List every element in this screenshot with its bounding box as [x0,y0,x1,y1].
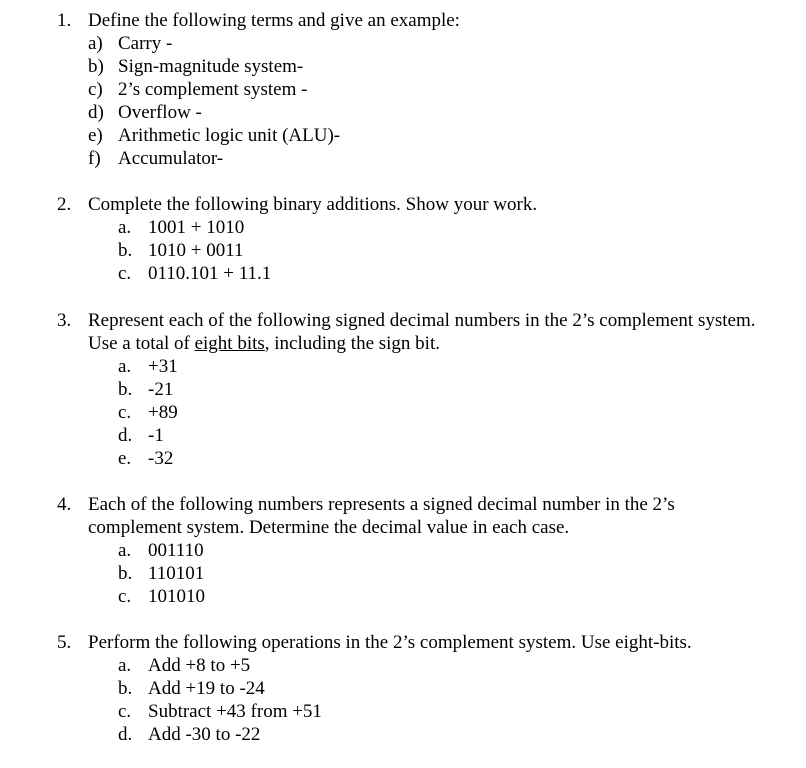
item-label: c. [118,701,132,722]
question-number: 5. [57,632,72,653]
item-label: c. [118,586,132,607]
item-label: c) [88,79,103,100]
question-text: Define the following terms and give an example: [88,10,460,31]
item-label: e) [88,125,103,146]
question-number: 1. [57,10,72,31]
item-text: +31 [148,356,178,377]
question-text-line-2 [88,332,440,355]
item-text: 2’s complement system - [118,79,308,100]
item-label: a. [118,540,132,561]
item-label: b. [118,379,133,400]
question-number: 3. [57,310,72,331]
item-text: Carry - [118,33,173,54]
item-text: 0110.101 + 11.1 [148,263,272,284]
text-segment: Use a total of [88,333,195,354]
item-label: b. [118,240,133,261]
question-text: Represent each of the following signed decimal numbers in the 2’s complement system. [88,310,756,331]
item-text: 101010 [148,586,205,607]
item-label: a. [118,356,132,377]
item-text: 1001 + 1010 [148,217,245,238]
item-text: Subtract +43 from +51 [148,701,322,722]
item-text: -1 [148,425,164,446]
item-label: f) [88,148,101,169]
question-text-line-2: complement system. Determine the decimal value in each case. [88,517,570,538]
item-label: d) [88,102,104,123]
question-text: Each of the following numbers represents a signed decimal number in the 2’s [88,494,675,515]
item-label: c. [118,263,132,284]
item-text: Add -30 to -22 [148,724,261,745]
item-label: a. [118,655,132,676]
item-label: b) [88,56,104,77]
item-label: e. [118,448,132,469]
question-number: 2. [57,194,72,215]
item-text: 001110 [148,540,204,561]
item-text: Accumulator- [118,148,224,169]
item-text: Overflow - [118,102,202,123]
item-label: d. [118,425,133,446]
text-segment: , including the sign bit. [264,333,440,354]
item-text: 110101 [148,563,205,584]
question-text: Complete the following binary additions. Show your work. [88,194,538,215]
item-label: d. [118,724,133,745]
question-number: 4. [57,494,72,515]
item-label: b. [118,563,133,584]
item-text: Add +19 to -24 [148,678,265,699]
item-text: Arithmetic logic unit (ALU)- [118,125,341,146]
item-text: Sign-magnitude system- [118,56,304,77]
underlined-text: eight bits [194,333,265,354]
item-text: +89 [148,402,178,423]
item-label: a. [118,217,132,238]
item-label: a) [88,33,103,54]
item-label: b. [118,678,133,699]
question-text: Perform the following operations in the 2’s complement system. Use eight-bits. [88,632,692,653]
item-label: c. [118,402,132,423]
item-text: -32 [148,448,174,469]
item-text: Add +8 to +5 [148,655,251,676]
item-text: 1010 + 0011 [148,240,244,261]
item-text: -21 [148,379,174,400]
